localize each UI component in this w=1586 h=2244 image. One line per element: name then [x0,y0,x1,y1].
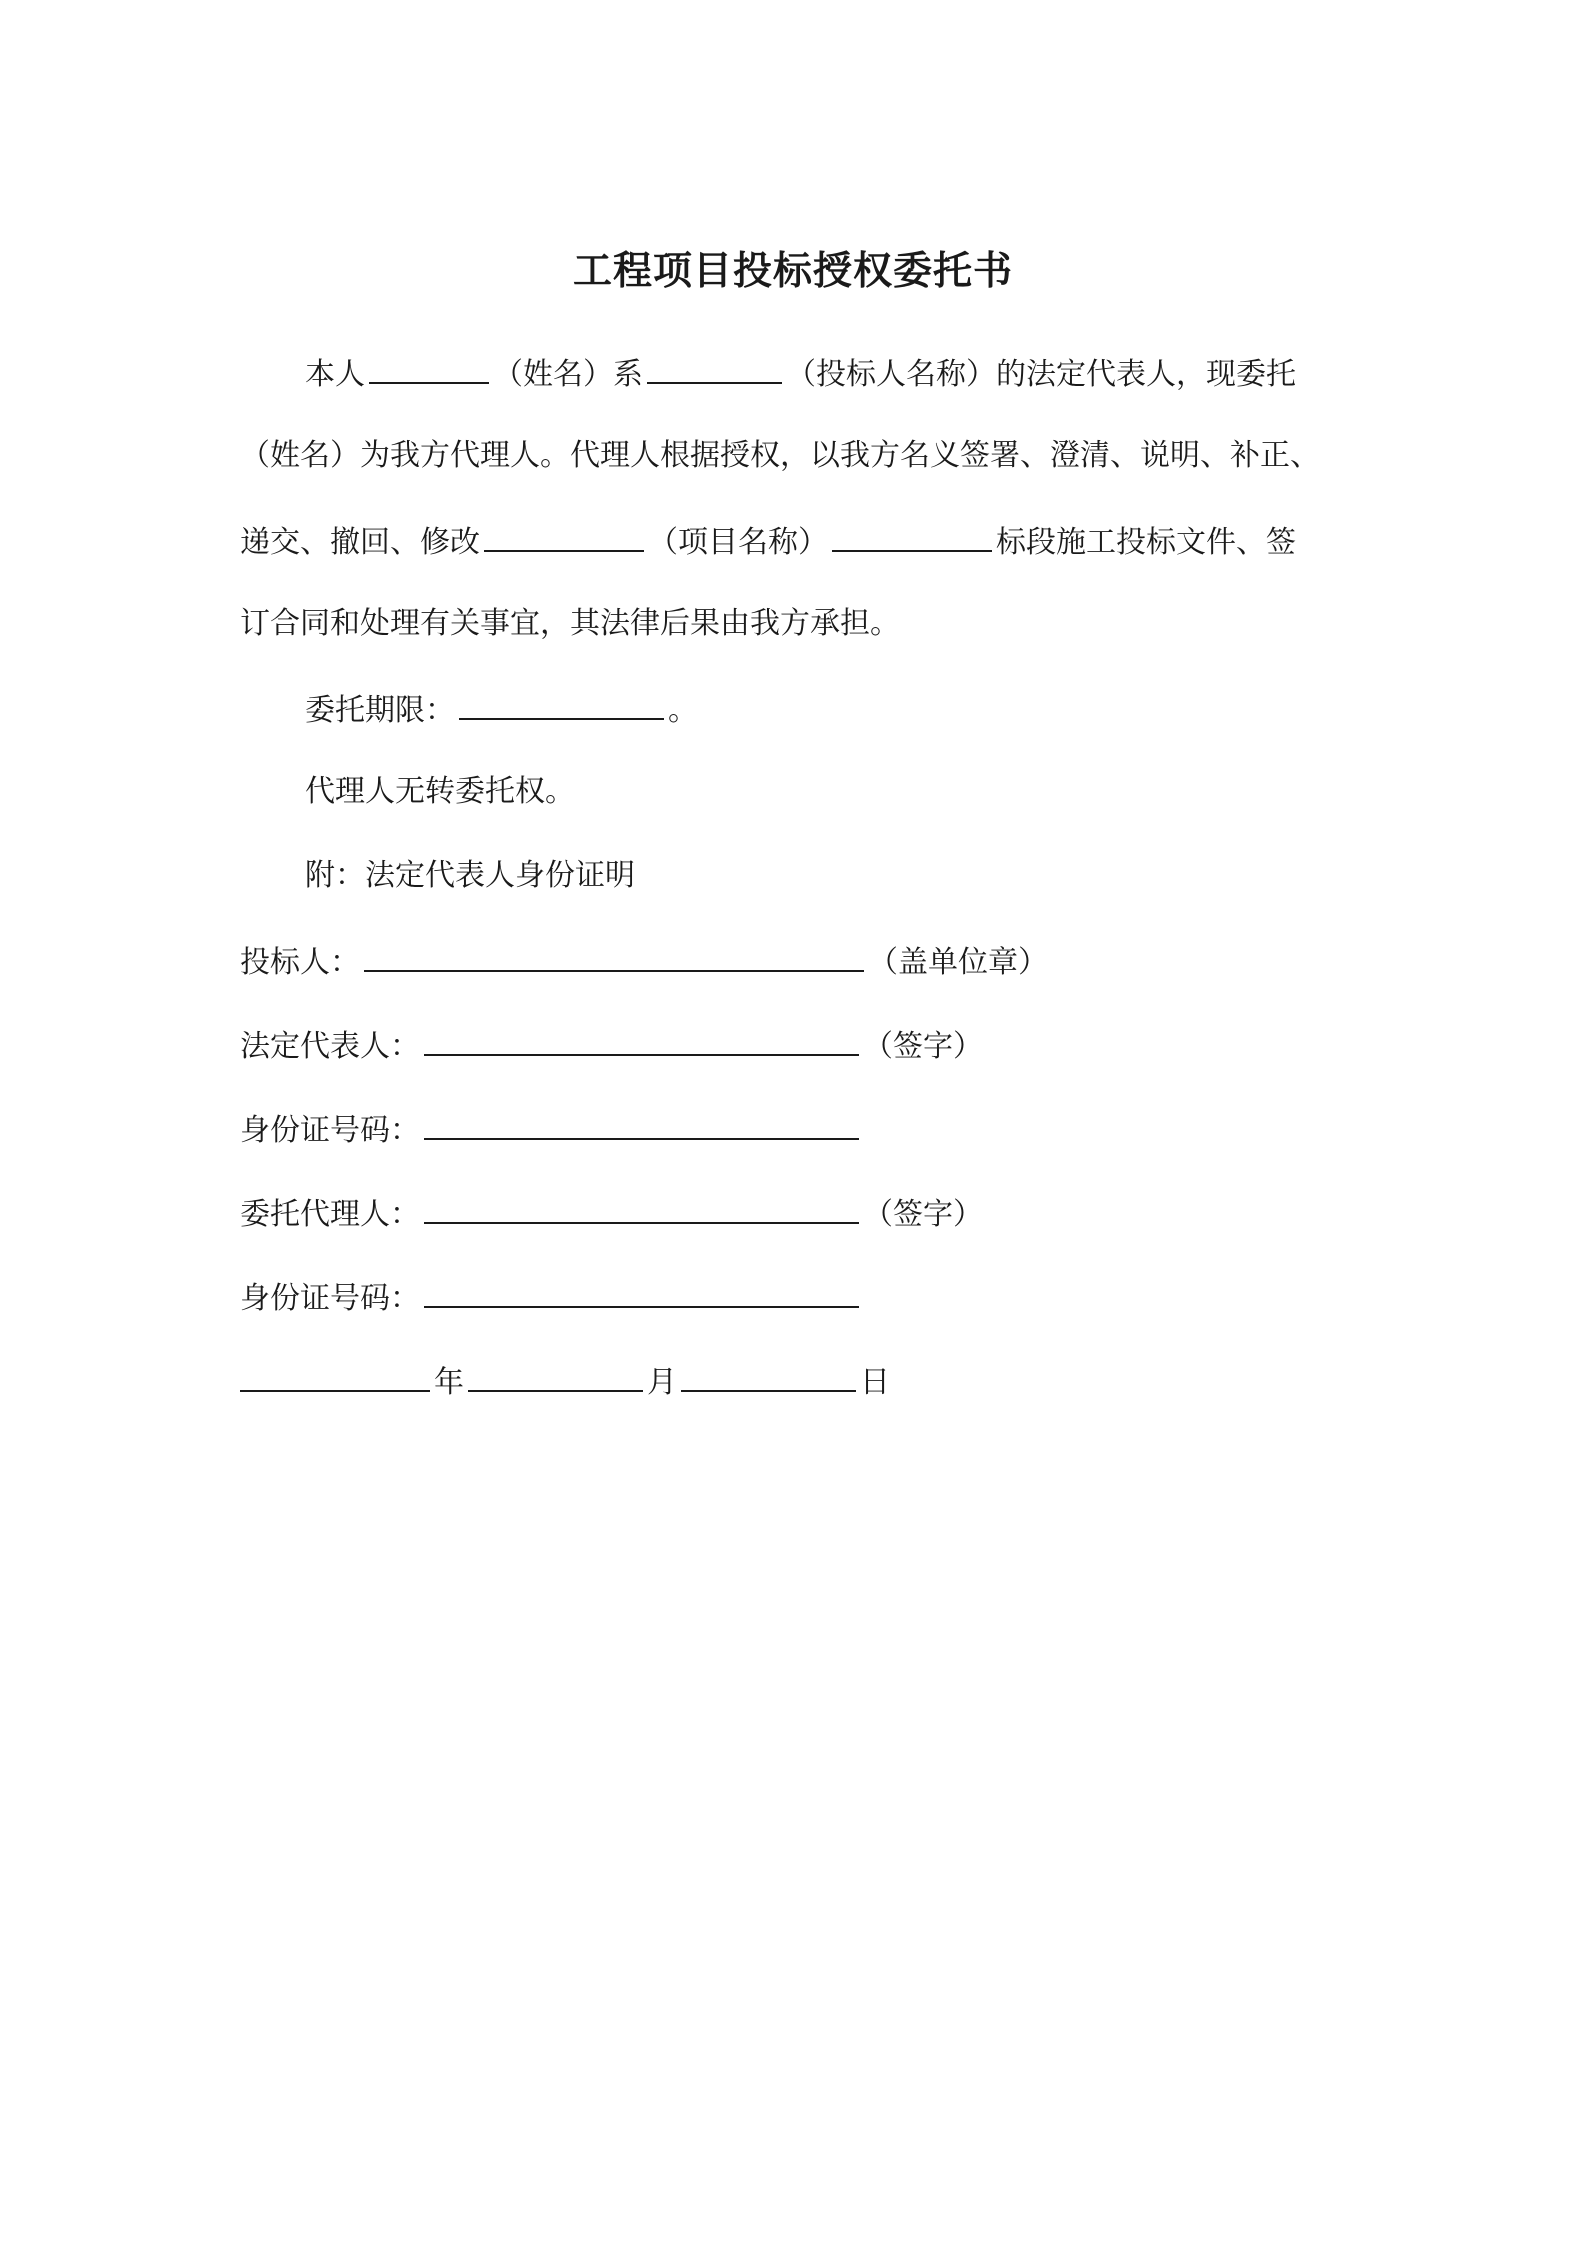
bidder-label: 投标人： [240,945,360,980]
page-title: 工程项目投标授权委托书 [572,249,1013,294]
bidder-field [240,940,1048,983]
agent-blank[interactable] [424,1192,859,1224]
bidder-name-blank[interactable] [647,352,782,384]
month-blank[interactable] [468,1360,643,1392]
text: （姓名）系 [493,357,643,392]
name-blank[interactable] [369,352,489,384]
attachment-line: 附：法定代表人身份证明 [305,858,635,893]
seal-note: （盖单位章） [868,945,1048,980]
id-label: 身份证号码： [240,1113,420,1148]
day-label: 日 [860,1365,890,1400]
text: （项目名称） [648,525,828,560]
agent-label: 委托代理人： [240,1197,420,1232]
section-blank[interactable] [832,520,992,552]
text: 。 [668,693,698,728]
year-label: 年 [434,1365,464,1400]
sign-note: （签字） [863,1197,983,1232]
id-field-2 [240,1276,863,1319]
para1-line2: （姓名）为我方代理人。代理人根据授权，以我方名义签署、澄清、说明、补正、 [240,438,1320,473]
id-label: 身份证号码： [240,1281,420,1316]
text: 标段施工投标文件、签 [996,525,1296,560]
bidder-blank[interactable] [364,940,864,972]
text: 递交、撤回、修改 [240,525,480,560]
id-blank-2[interactable] [424,1276,859,1308]
legal-rep-field [240,1024,983,1067]
legal-rep-blank[interactable] [424,1024,859,1056]
para1-line3 [240,520,1296,563]
no-transfer-line: 代理人无转委托权。 [305,774,575,809]
date-line [240,1360,890,1403]
text: （投标人名称）的法定代表人，现委托 [786,357,1296,392]
term-blank[interactable] [459,688,664,720]
para1-line1 [305,352,1296,395]
term-label: 委托期限： [305,693,455,728]
project-name-blank[interactable] [484,520,644,552]
term-line [305,688,698,731]
id-field-1 [240,1108,863,1151]
year-blank[interactable] [240,1360,430,1392]
month-label: 月 [647,1365,677,1400]
agent-field [240,1192,983,1235]
para1-line4: 订合同和处理有关事宜，其法律后果由我方承担。 [240,606,900,641]
sign-note: （签字） [863,1029,983,1064]
text: 本人 [305,357,365,392]
legal-rep-label: 法定代表人： [240,1029,420,1064]
id-blank-1[interactable] [424,1108,859,1140]
day-blank[interactable] [681,1360,856,1392]
